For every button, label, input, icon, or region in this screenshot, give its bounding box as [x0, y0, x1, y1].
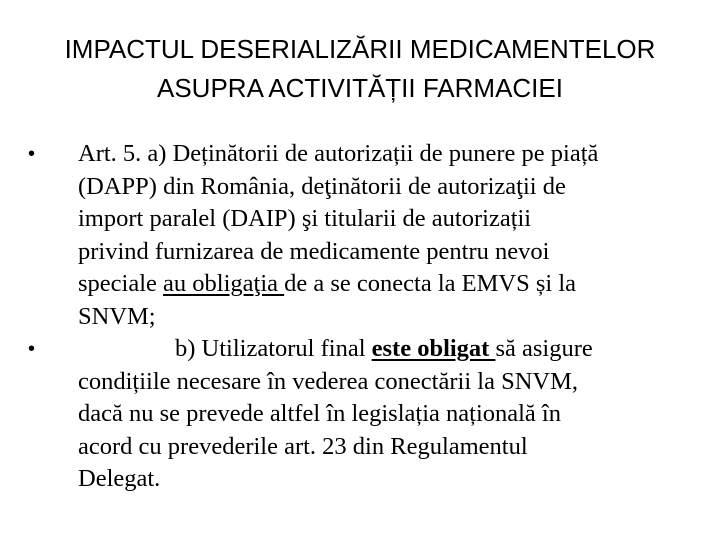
underlined-phrase: au obligaţia — [163, 270, 285, 297]
slide-title-line-2: ASUPRA ACTIVITĂȚII FARMACIEI — [157, 73, 563, 103]
text-line: Art. 5. a) Deținătorii de autorizații de punere pe piață — [78, 140, 599, 167]
slide-title — [40, 30, 680, 108]
slide-title-line-1: IMPACTUL DESERIALIZĂRII MEDICAMENTELOR — [64, 34, 656, 64]
text-line: condițiile necesare în vederea conectării la SNVM, — [78, 367, 578, 395]
text-line: acord cu prevederile art. 23 din Regulamentul — [78, 432, 528, 460]
text-line: dacă nu se prevede altfel în legislația națională în — [78, 400, 561, 427]
bullet-dot-icon: • — [28, 338, 36, 360]
bullet-list — [28, 138, 700, 496]
text-segment: speciale — [78, 270, 164, 297]
text-line — [78, 333, 700, 366]
text-line: import paralel (DAIP) şi titularii de autorizații — [78, 205, 532, 232]
text-line — [78, 268, 700, 301]
text-segment: de a se conecta la EMVS și la — [284, 270, 576, 297]
bullet-dot-icon: • — [28, 143, 36, 165]
bullet-item-art5-a — [28, 138, 700, 333]
text-segment: b) Utilizatorul final — [175, 335, 372, 362]
text-line: privind furnizarea de medicamente pentru nevoi — [78, 237, 550, 265]
text-segment: să asigure — [495, 335, 593, 362]
text-line: Delegat. — [78, 465, 161, 492]
text-line: SNVM; — [78, 302, 156, 330]
emphasized-phrase: este obligat — [371, 335, 496, 362]
bullet-item-b — [28, 333, 700, 496]
text-line: (DAPP) din România, deţinătorii de autorizaţii de — [78, 172, 566, 200]
